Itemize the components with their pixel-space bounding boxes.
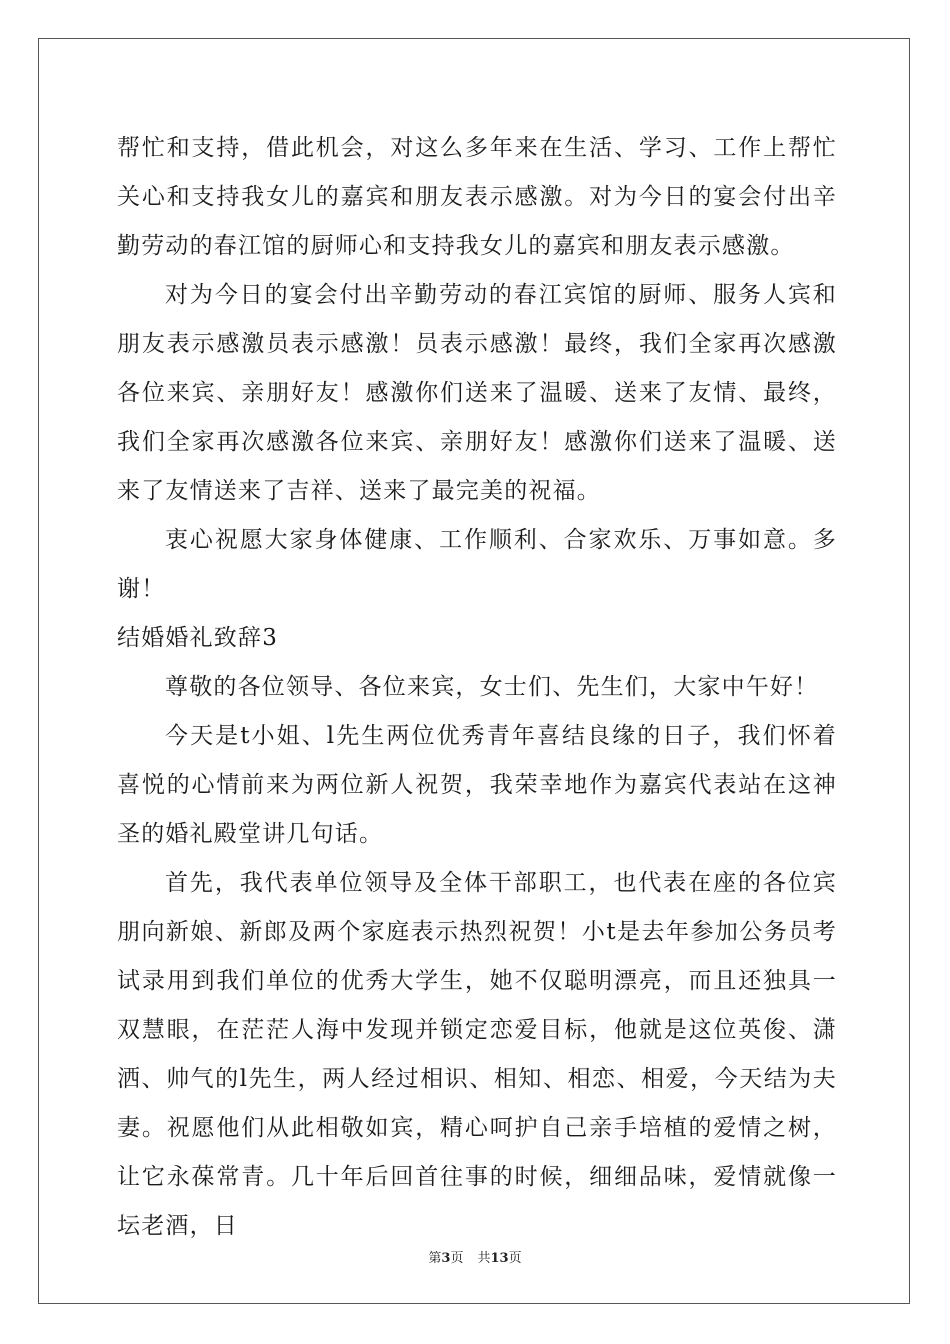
document-body xyxy=(117,124,837,1251)
current-page-number: 3 xyxy=(441,1251,451,1266)
paragraph: 今天是t小姐、l先生两位优秀青年喜结良缘的日子，我们怀着喜悦的心情前来为两位新人祝贺，我荣幸地作为嘉宾代表站在这神圣的婚礼殿堂讲几句话。 xyxy=(117,723,837,847)
paragraph: 尊敬的各位领导、各位来宾，女士们、先生们，大家中午好！ xyxy=(165,674,819,700)
page-prefix: 第 xyxy=(428,1251,442,1266)
paragraph: 首先，我代表单位领导及全体干部职工，也代表在座的各位宾朋向新娘、新郎及两个家庭表示热烈祝贺！小t是去年参加公务员考试录用到我们单位的优秀大学生，她不仅聪明漂亮，而且还独具一双慧眼，在茫茫人海中发现并锁定恋爱目标，他就是这位英俊、潇洒、帅气的l先生，两人经过相识、相知、相恋、相爱，今天结为夫妻。祝愿他们从此相敬如宾，精心呵护自己亲手培植的爱情之树，让它永葆常青。几十年后回首往事的时候，细细品味，爱情就像一坛老酒，日 xyxy=(117,870,837,1239)
paragraph: 衷心祝愿大家身体健康、工作顺利、合家欢乐、万事如意。多谢！ xyxy=(117,527,837,602)
page-footer xyxy=(0,1247,950,1266)
total-prefix: 共 xyxy=(477,1251,491,1266)
section-heading: 结婚婚礼致辞3 xyxy=(117,625,279,651)
paragraph: 对为今日的宴会付出辛勤劳动的春江宾馆的厨师、服务人宾和朋友表示感激员表示感激！员表示感激！最终，我们全家再次感激各位来宾、亲朋好友！感激你们送来了温暖、送来了友情、最终，我们全家再次感激各位来宾、亲朋好友！感激你们送来了温暖、送来了友情送来了吉祥、送来了最完美的祝福。 xyxy=(117,282,837,504)
page-suffix: 页 xyxy=(450,1251,464,1266)
total-pages-number: 13 xyxy=(490,1251,509,1266)
total-suffix: 页 xyxy=(508,1251,522,1266)
paragraph: 帮忙和支持，借此机会，对这么多年来在生活、学习、工作上帮忙关心和支持我女儿的嘉宾和朋友表示感激。对为今日的宴会付出辛勤劳动的春江馆的厨师心和支持我女儿的嘉宾和朋友表示感激。 xyxy=(117,135,837,259)
